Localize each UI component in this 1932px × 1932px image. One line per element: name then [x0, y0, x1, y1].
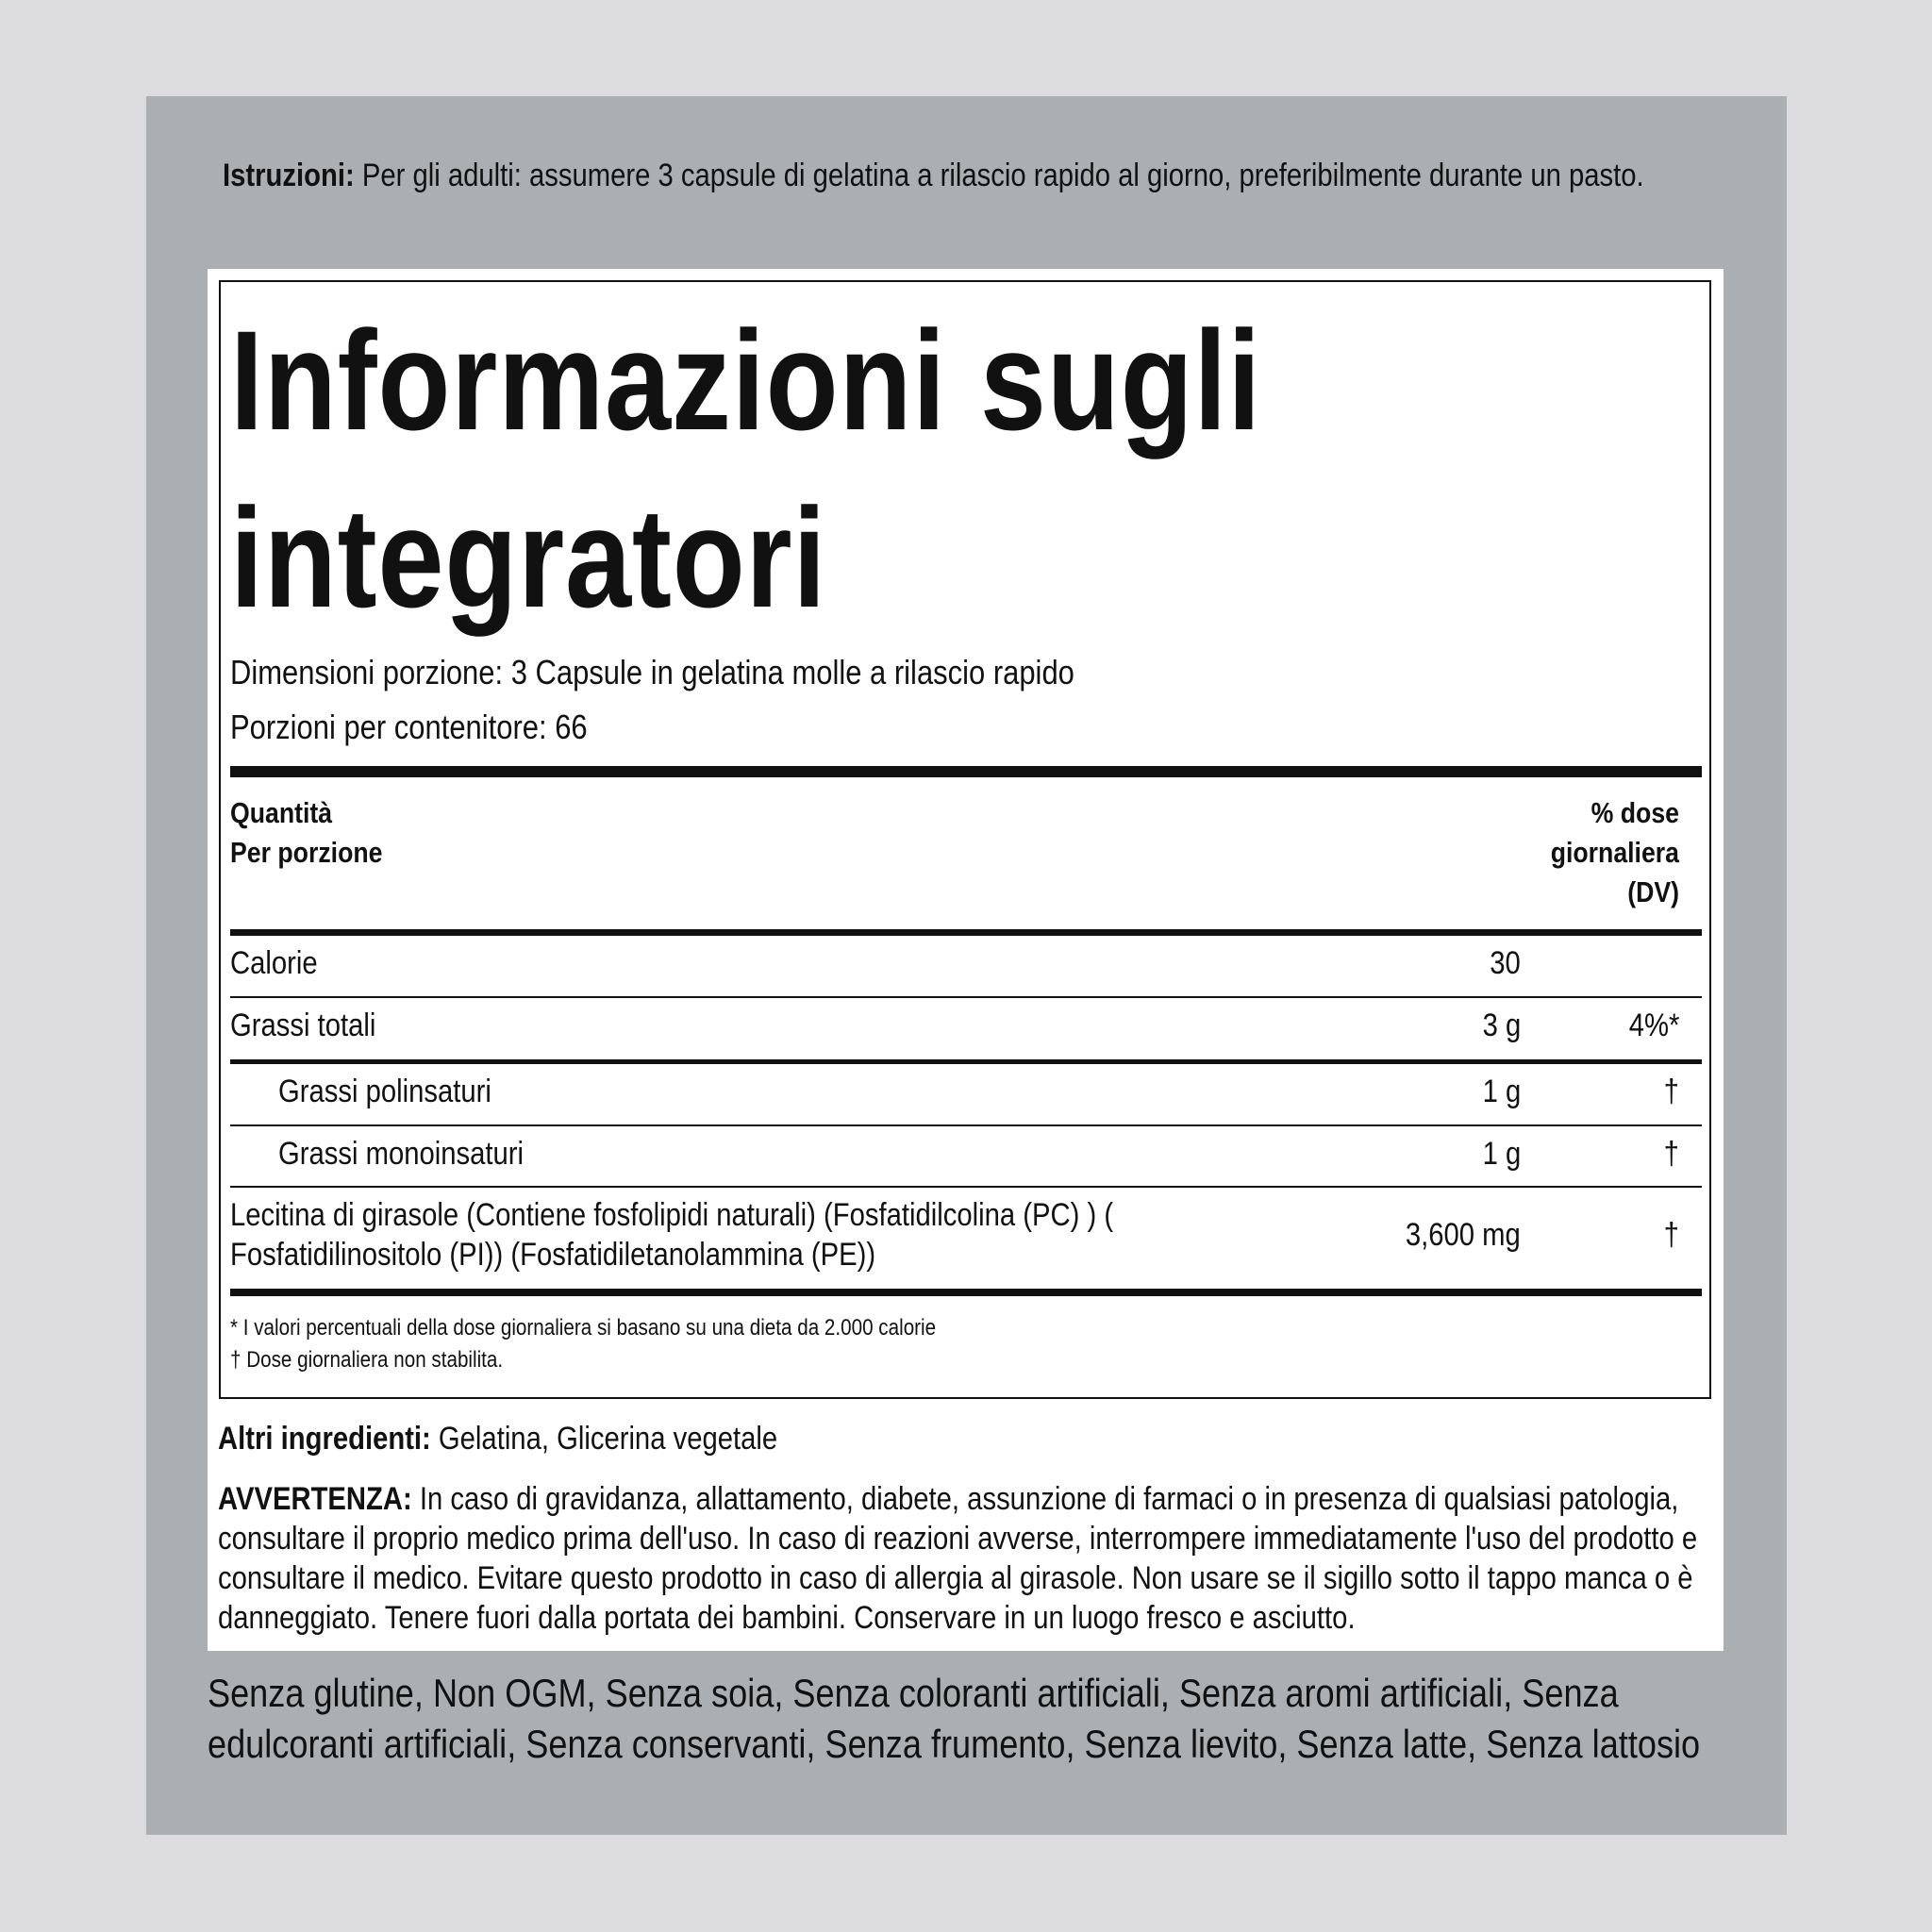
- footnote-dagger: † Dose giornaliera non stabilita.: [230, 1347, 504, 1373]
- warning: [218, 1479, 1735, 1638]
- row-monounsaturated-dv: †: [1663, 1136, 1679, 1172]
- row-calorie-name: Calorie: [230, 945, 318, 981]
- facts-title-line-1: Informazioni sugli: [230, 301, 1262, 459]
- row-monounsaturated-name: Grassi monoinsaturi: [278, 1136, 525, 1172]
- thick-rule-bottom: [230, 1289, 1702, 1296]
- header-dv-line-1: % dose: [1591, 796, 1679, 829]
- row-total-fat-amount: 3 g: [1482, 1008, 1521, 1043]
- row-lecithin-name-line-1: Lecitina di girasole (Contiene fosfolipidi naturali) (Fosfatidilcolina (PC) ) (: [230, 1197, 1114, 1233]
- header-amount-line-2: Per porzione: [230, 836, 383, 869]
- row-divider: [230, 996, 1702, 998]
- row-lecithin-dv: †: [1663, 1217, 1679, 1253]
- header-daily-value: [1468, 793, 1679, 912]
- header-amount-line-1: Quantità: [230, 796, 333, 829]
- row-polyunsaturated-name: Grassi polinsaturi: [278, 1074, 491, 1109]
- free-from-claims: Senza glutine, Non OGM, Senza soia, Senza coloranti artificiali, Senza aromi artificiali, Senza edulcoranti artificiali, Senza conservanti, Senza frumento, Senza lievito, Senza latte, Senza lattosio: [208, 1671, 1701, 1766]
- row-polyunsaturated-dv: †: [1663, 1074, 1679, 1109]
- servings-per-container: Porzioni per contenitore: 66: [230, 708, 588, 746]
- facts-title-line-2: integratori: [230, 478, 827, 637]
- row-divider: [230, 1186, 1702, 1188]
- header-dv-line-2: giornaliera: [1550, 836, 1679, 869]
- serving-size: Dimensioni porzione: 3 Capsule in gelatina molle a rilascio rapido: [230, 653, 1074, 691]
- directions-label: Istruzioni:: [223, 158, 355, 193]
- warning-text: In caso di gravidanza, allattamento, diabete, assunzione di farmaci o in presenza di qualsiasi patologia, consultare il proprio medico prima dell'uso. In caso di reazioni avverse, interrompere immediatamente l'uso del prodotto e consultare il medico. Evitare questo prodotto in caso di allergia al girasole. Non usare se il sigillo sotto il tappo manca o è danneggiato. Tenere fuori dalla portata dei bambini. Conservare in un luogo fresco e asciutto.: [218, 1481, 1698, 1636]
- row-polyunsaturated-amount: 1 g: [1482, 1074, 1521, 1109]
- other-ingredients-label: Altri ingredienti:: [218, 1421, 431, 1457]
- row-divider: [230, 1124, 1702, 1126]
- header-dv-line-3: (DV): [1627, 875, 1679, 908]
- directions-text: [223, 153, 1715, 198]
- other-ingredients-text: Gelatina, Glicerina vegetale: [430, 1421, 778, 1457]
- row-calorie-amount: 30: [1490, 945, 1521, 981]
- row-total-fat-name: Grassi totali: [230, 1008, 376, 1043]
- other-ingredients: [218, 1419, 1629, 1458]
- row-lecithin-amount: 3,600 mg: [1406, 1217, 1521, 1253]
- row-monounsaturated-amount: 1 g: [1482, 1136, 1521, 1172]
- header-amount: [230, 793, 555, 873]
- row-divider-thick: [230, 1059, 1702, 1064]
- directions-body: Per gli adulti: assumere 3 capsule di gelatina a rilascio rapido al giorno, preferibilmente durante un pasto.: [354, 158, 1644, 193]
- supplement-facts-box: [219, 280, 1711, 1399]
- thick-rule-top: [230, 766, 1702, 777]
- row-lecithin-name-line-2: Fosfatidilinositolo (PI)) (Fosfatidiletanolammina (PE)): [230, 1237, 876, 1273]
- facts-title: [230, 291, 1577, 646]
- header-rule: [230, 929, 1702, 936]
- row-lecithin-name: [230, 1195, 1113, 1274]
- row-total-fat-dv: 4%*: [1628, 1008, 1679, 1043]
- warning-label: AVVERTENZA:: [218, 1481, 412, 1517]
- footnote-daily-value: * I valori percentuali della dose giornaliera si basano su una dieta da 2.000 calorie: [230, 1315, 937, 1341]
